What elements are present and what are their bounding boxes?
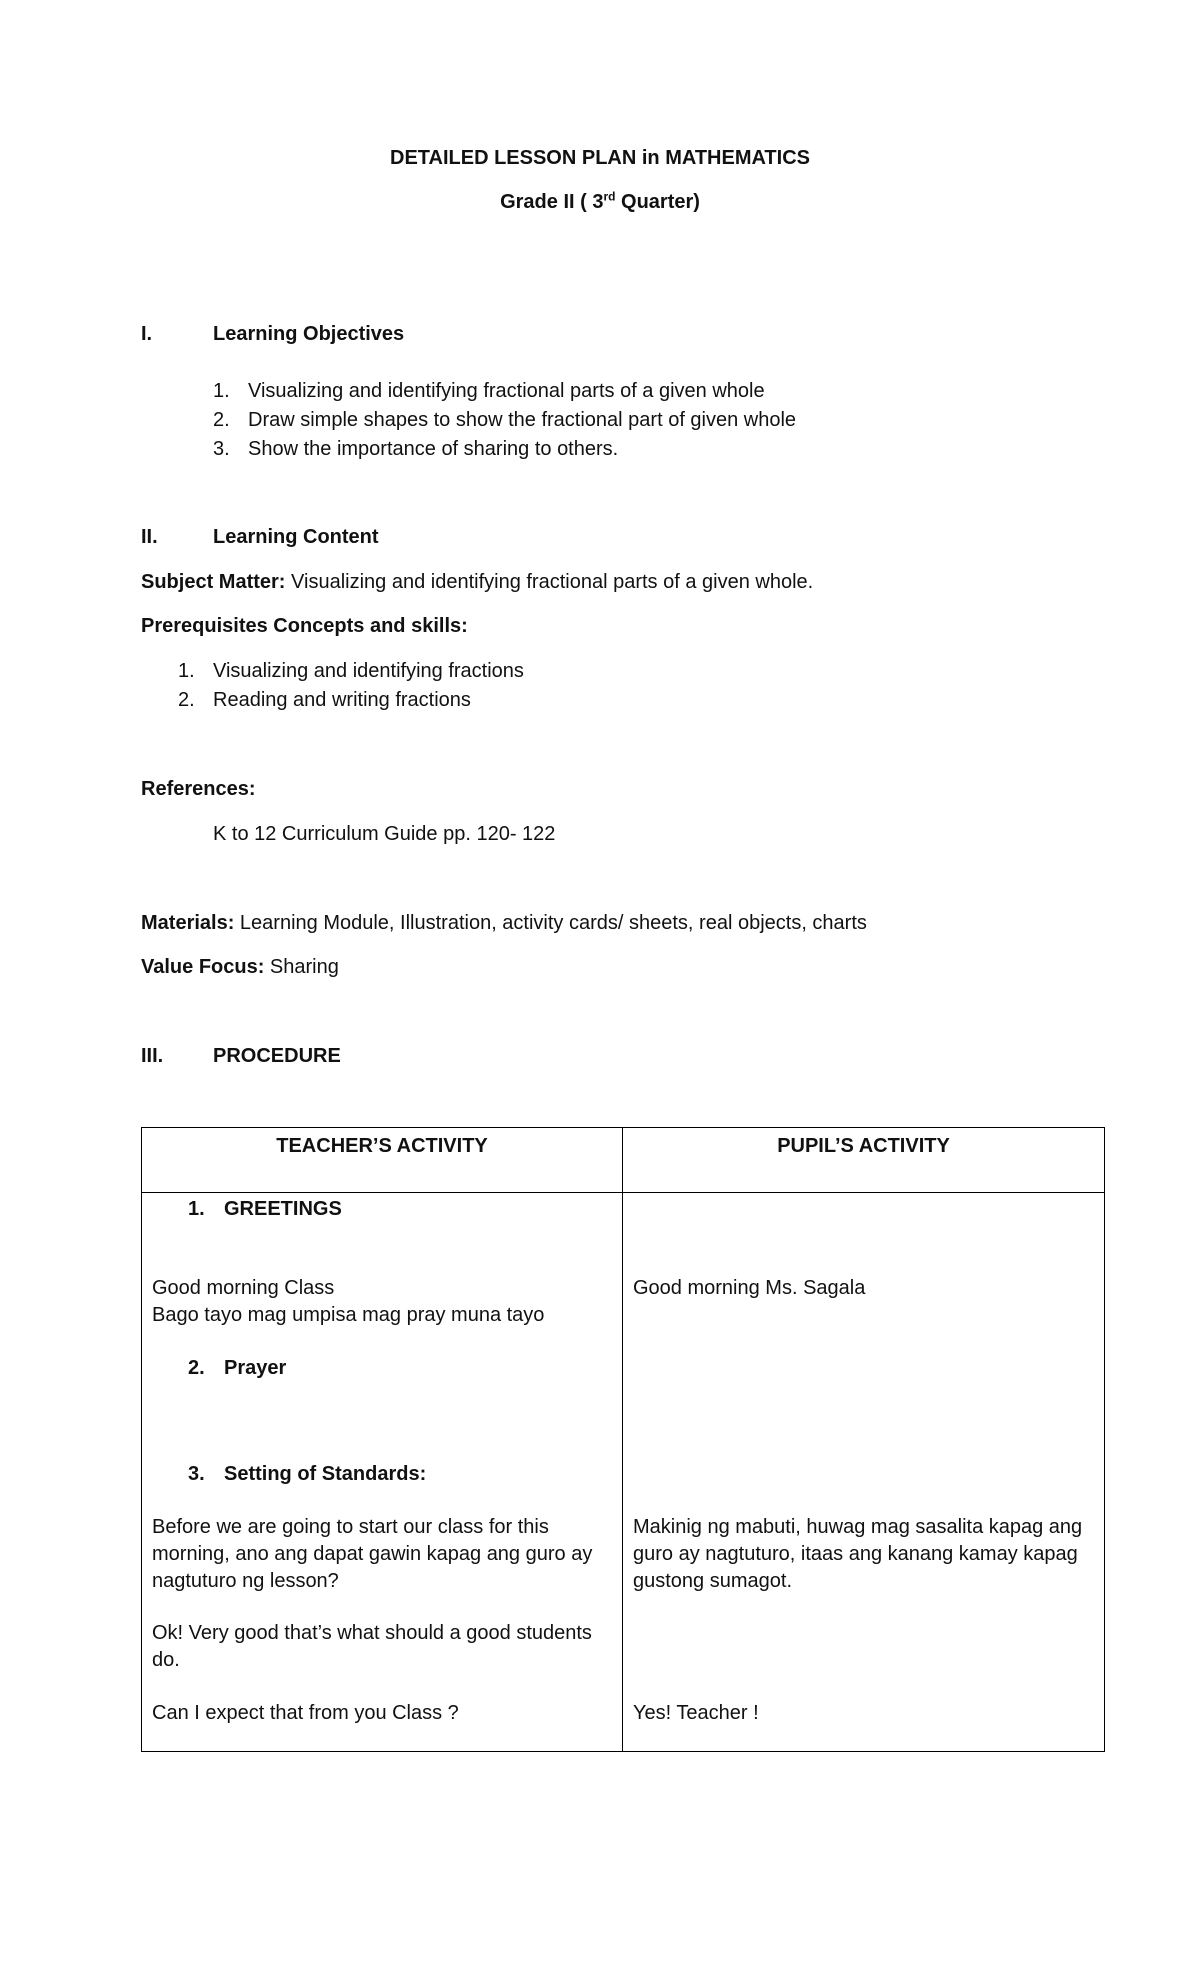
teacher-praise-line-2: do. [152,1649,180,1671]
objective-2-number: 2. [213,409,230,431]
grade-prefix: Grade II ( 3 [500,191,604,213]
objective-3-number: 3. [213,438,230,460]
pupil-answer-line-1: Makinig ng mabuti, huwag mag sasalita kapag ang [633,1516,1083,1538]
prereq-2-number: 2. [178,689,195,711]
prayer-number: 2. [188,1357,205,1379]
procedure-table [141,1127,1105,1752]
standards-heading: Setting of Standards: [224,1463,427,1485]
prereq-1-number: 1. [178,660,195,682]
teacher-question-line-3: nagtuturo ng lesson? [152,1570,339,1592]
grade-suffix: Quarter) [615,191,700,213]
prereq-1-text: Visualizing and identifying fractions [213,660,524,682]
teacher-activity-cell [142,1193,623,1752]
subject-matter [141,568,813,596]
value-focus-label: Value Focus: [141,956,265,978]
references-text: K to 12 Curriculum Guide pp. 120- 122 [213,823,556,845]
prereq-2-text: Reading and writing fractions [213,689,471,711]
teacher-activity-header: TEACHER’S ACTIVITY [142,1128,623,1193]
objective-3-text: Show the importance of sharing to others. [248,438,619,460]
teacher-praise-line-1: Ok! Very good that’s what should a good students [152,1622,592,1644]
subject-matter-text: Visualizing and identifying fractional parts of a given whole. [285,571,814,593]
objective-2-text: Draw simple shapes to show the fractional part of given whole [248,409,797,431]
grade-superscript: rd [603,189,616,204]
objective-1-text: Visualizing and identifying fractional parts of a given whole [248,380,765,402]
pupil-activity-cell [623,1193,1105,1752]
materials-text: Learning Module, Illustration, activity cards/ sheets, real objects, charts [234,912,867,934]
teacher-expect-line: Can I expect that from you Class ? [152,1702,459,1724]
greetings-heading: GREETINGS [224,1198,342,1220]
section-3-heading: PROCEDURE [213,1045,341,1067]
section-2-heading: Learning Content [213,526,379,548]
pupil-greeting: Good morning Ms. Sagala [633,1277,866,1299]
table-header-row [142,1128,1105,1193]
teacher-question-line-1: Before we are going to start our class for this [152,1516,549,1538]
prayer-heading: Prayer [224,1357,287,1379]
materials-label: Materials: [141,912,235,934]
section-3-number: III. [141,1045,164,1067]
section-1-heading: Learning Objectives [213,323,405,345]
references-heading: References: [141,778,256,800]
pupil-answer-line-3: gustong sumagot. [633,1570,792,1592]
section-1-number: I. [141,323,153,345]
table-body-row [142,1193,1105,1752]
prerequisites-heading: Prerequisites Concepts and skills: [141,615,468,637]
pupil-answer-line-2: guro ay nagtuturo, itaas ang kanang kamay kapag [633,1543,1078,1565]
document-title: DETAILED LESSON PLAN in MATHEMATICS [390,147,810,169]
subject-matter-label: Subject Matter: [141,571,286,593]
pupil-activity-header: PUPIL’S ACTIVITY [623,1128,1105,1193]
section-2-number: II. [141,526,158,548]
greetings-number: 1. [188,1198,205,1220]
document-subtitle [0,188,1200,216]
teacher-greeting-line-1: Good morning Class [152,1277,335,1299]
pupil-yes-line: Yes! Teacher ! [633,1702,759,1724]
teacher-question-line-2: morning, ano ang dapat gawin kapag ang guro ay [152,1543,593,1565]
materials [141,909,867,937]
teacher-greeting-line-2: Bago tayo mag umpisa mag pray muna tayo [152,1304,545,1326]
value-focus [141,953,339,981]
standards-number: 3. [188,1463,205,1485]
objective-1-number: 1. [213,380,230,402]
value-focus-text: Sharing [264,956,339,978]
